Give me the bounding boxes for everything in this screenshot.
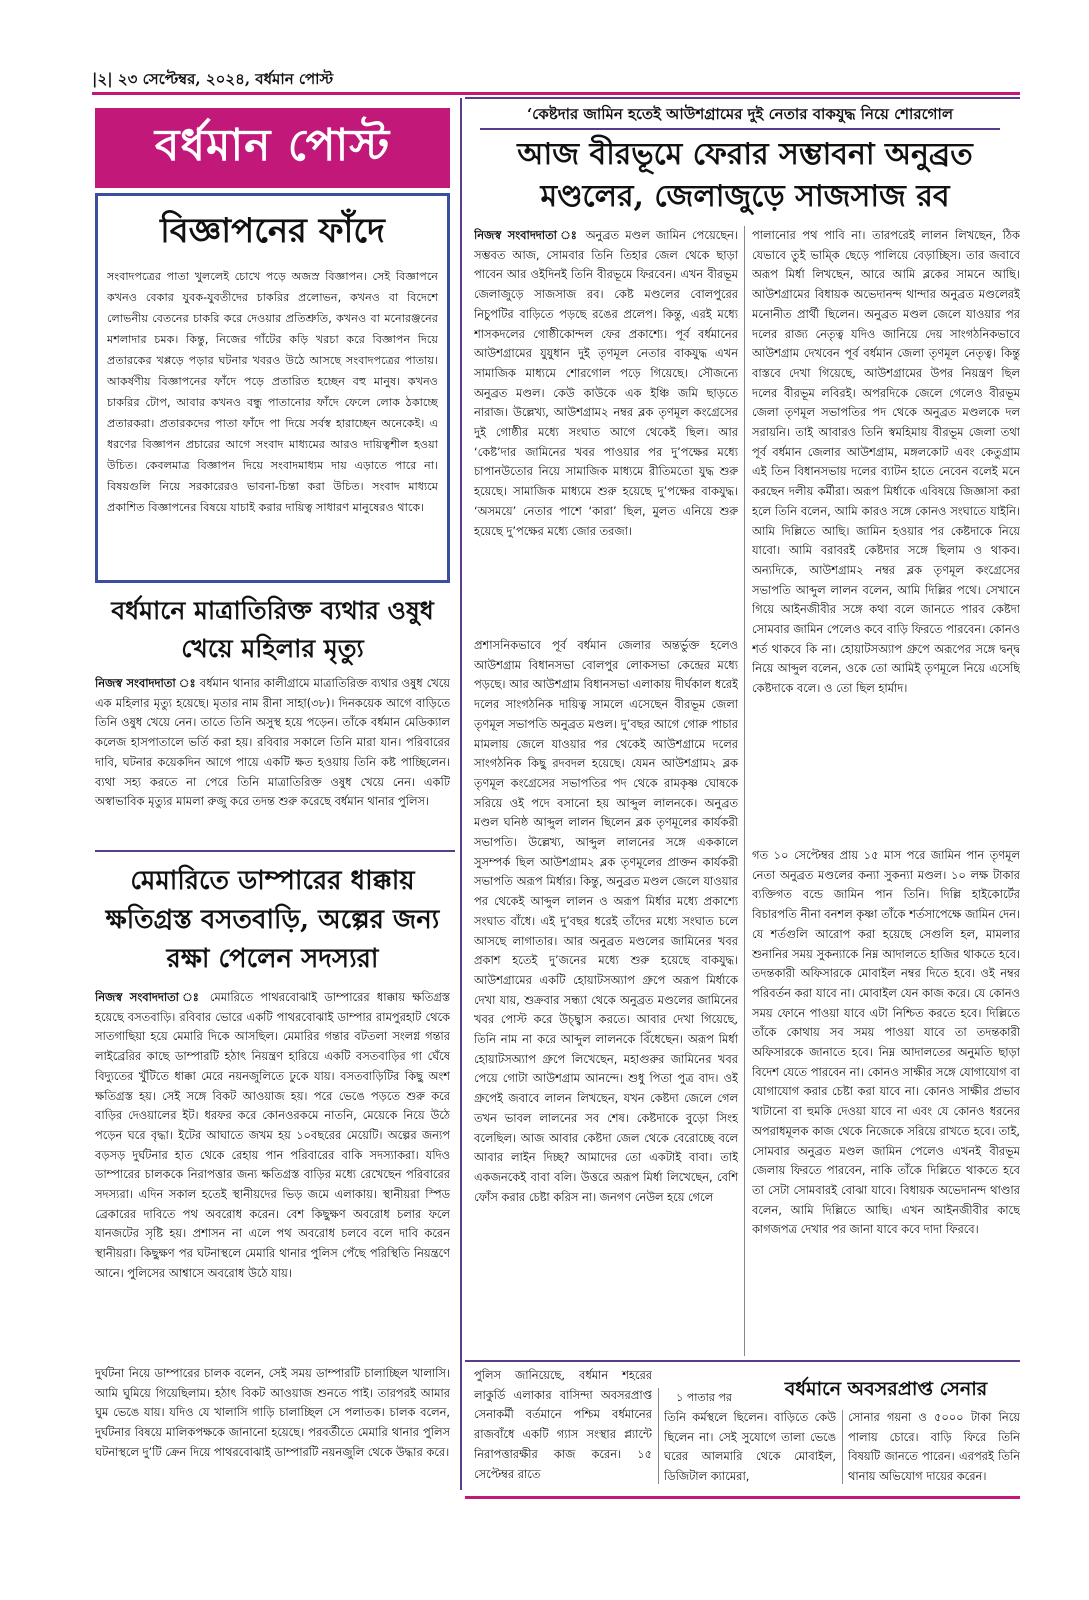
lead-col1-text: অনুব্রত মণ্ডল জামিন পেয়েছেন। সম্ভবত আজ, সোমবার তিনি তিহার জেল থেকে ছাড়া পাবেন আর ওইদিনই তিনি বীরভূমে ফিরবেন। এখন বীরভূম জেলাজুড়ে সাজসাজ রব। কেষ্ট মণ্ডলের বোলপুরের নিচুপটির বাড়িতে পড়ছে রঙের প্রলেপ। কিন্তু, এরই মধ্যে শাসকদলের গোষ্ঠীকোন্দল ফের প্রকাশ্যে। পূর্ব বর্ধমানের আউশগ্রামের যুযুধান দুই তৃণমূল নেতার বাকযুদ্ধ এখন সামাজিক মাধ্যমে শোরগোল পড়ে গিয়েছে। সৌজন্যে অনুব্রত মণ্ডল। কেউ কাউকে এক ইঞ্চি জমি ছাড়তে নারাজ। উল্লেখ্য, আউশগ্রাম২ নম্বর ব্লক তৃণমূল কংগ্রেসের দুই গোষ্ঠীর মধ্যে সংঘাত আগে থেকেই ছিল। আর ‘কেষ্ট’দার জামিনের খবর পাওয়ার পর দু’পক্ষের মধ্যে চাপানউতোর নিয়ে সামাজিক মাধ্যমে রীতিমতো যুদ্ধ শুরু হয়েছে। সামাজিক মাধ্যমে শুরু হয়েছে দু’পক্ষের বাকযুদ্ধ। ‘অসময়ে’ নেতার পাশে ‘কারা’ ছিল, মুলত এনিয়ে শুরু হয়েছে দু’পক্ষের মধ্যে জোর তরজা। xyxy=(474,228,738,538)
story-woman-headline-text: বর্ধমানে মাত্রাতিরিক্ত ব্যথার ওষুধ খেয়ে মহিলার মৃত্যু xyxy=(111,596,434,663)
editorial-title: বিজ্ঞাপনের ফাঁদে xyxy=(160,211,385,251)
rule-kicker-bottom xyxy=(480,128,1000,130)
rule-kicker-top xyxy=(465,97,1020,99)
rule-theft-1 xyxy=(658,1388,659,1484)
rule-left-column xyxy=(460,98,462,1490)
editorial-body: সংবাদপত্রের পাতা খুললেই চোখে পড়ে অজস্র বিজ্ঞাপন। সেই বিজ্ঞাপনে কখনও বেকার যুবক-যুবতীদের চাকরির প্রলোভন, কখনও বা বিদেশে লোভনীয় বেতনের চাকরি করে দেওয়ার প্রতিশ্রুতি, কখনও বা মনোরঞ্জনের মশলাদার চমক। কিন্তু, নিজের গাঁটের কড়ি খরচা করে বিজ্ঞাপন দিয়ে প্রতারকের খপ্পড়ে পড়ার ঘটনার খবরও উঠে আসছে সংবাদপত্রের পাতায়। আকর্ষণীয় বিজ্ঞাপনের ফাঁদে পড়ে প্রতারিত হচ্ছেন বহু মানুষ। কখনও চাকরির টোপ, আবার কখনও বন্ধু পাতানোর ফাঁদে ফেলে লোক ঠকাচ্ছে প্রতারকরা। প্রতারকদের পাতা ফাঁদে পা দিয়ে সর্বস্ব হারাচ্ছেন অনেকেই। এ ধরণের বিজ্ঞাপন প্রচারের আগে সংবাদ মাধ্যমের আরও দায়িত্বশীল হওয়া উচিত। কেবলমাত্র বিজ্ঞাপন দিয়ে সংবাদমাধ্যম দায় এড়াতে পারে না। বিষয়গুলি নিয়ে সরকারেরও ভাবনা-চিন্তা করা উচিত। সংবাদ মাধ্যমে প্রকাশিত বিজ্ঞাপনের বিষয়ে যাচাই করার দায়িত্ব সাধারণ মানুষেরও থাকে। xyxy=(107,270,438,514)
masthead-title: বর্ধমান পোস্ট xyxy=(154,119,391,171)
story-woman-headline xyxy=(95,592,450,670)
story-dumper-body xyxy=(95,988,450,1364)
lead-headline xyxy=(470,134,1020,218)
folio-rule xyxy=(92,92,1020,95)
theft-continued: ১ পাতার পর xyxy=(676,1391,732,1404)
editorial-box xyxy=(95,193,450,583)
lead-kicker: ‘কেষ্টদার জামিন হতেই আউশগ্রামের দুই নেতার বাকযুদ্ধ নিয়ে শোরগোল xyxy=(526,105,954,123)
story-dumper-text: মেমারিতে পাথরবোঝাই ডাম্পারের ধাক্কায় ক্ষতিগ্রস্ত হয়েছে বসতবাড়ি। রবিবার ভোরে একটি পাথরবোঝাই ডাম্পার রামপুরহাট থেকে সাতগাছিয়া হয়ে মেমারি দিকে আসছিল। মেমারির গন্তার বটতলা সংলগ্ন গন্তার লাইব্রেরির কাছে ডাম্পারটি হঠাৎ নিয়ন্ত্রণ হারিয়ে একটি বসতবাড়ির গা ঘেঁষে বিদ্যুতের খুঁটিতে ধাক্কা মেরে নয়নজুলিতে ঢুকে যায়। বসতবাড়িটির কিছু অংশ ক্ষতিগ্রস্ত হয়। সেই সঙ্গে বিকট আওয়াজ হয়। পরে ভেঙে পড়তে শুরু করে বাড়ির দেওয়ালের ইট। ধরফর করে কোনওরকমে নাতনি, মেয়েকে নিয়ে উঠে পড়েন ঘরে বৃদ্ধা। ইটের আঘাতে জখম হয় ১০বছরের মেয়েটি। অল্পের জন্যপ বড়সড় দুর্ঘটনার হাত থেকে রেহায় পান পরিবারের বাকি সদস্যাকরা। যদিও ডাম্পারের চালককে নিরাপত্তার জন্য ক্ষতিগ্রস্ত বাড়ির মধ্যে রেখেছেন পরিবারের সদস্যরা। এদিন সকাল হতেই স্থানীয়দের ভিড় জমে এলাকায়। স্থানীয়রা স্পিড ব্রেকারের দাবিতে পথ অবরোধ করেন। বেশ কিছুক্ষণ অবরোধ চলার ফলে যানজটের সৃষ্টি হয়। প্রশাসন না এলে পথ অবরোধ চলবে বলে দাবি করেন স্থানীয়রা। কিছুক্ষণ পর ঘটনাস্থলে মেমারি থানার পুলিস পেঁছে পরিস্থিতি নিয়ন্ত্রণে আনে। পুলিসের আশ্বাসে অবরোধ উঠে যায়। xyxy=(95,990,450,1280)
lead-col2b: গত ১০ সেপ্টেম্বর প্রায় ১৫ মাস পরে জামিন পান তৃণমূল নেতা অনুব্রত মণ্ডলের কন্যা সুকন্যা মণ্ডল। ১০ লক্ষ টাকার ব্যক্তিগত বন্ডে জামিন পান তিনি। দিল্লি হাইকোর্টের বিচারপতি নীনা বনশল কৃষ্ণা তাঁকে শর্তসাপেক্ষে জামিন দেন। যে শর্তগুলি আরোপ করা হয়েছে সেগুলি হল, মামলার শুনানির সময় সুকন্যাকে নিম্ন আদালতে হাজির থাকতে হবে। তদন্তকারী অফিসারকে মোবাইল নম্বর দিতে হবে। ওই নম্বর পরিবর্তন করা যাবে না। মোবাইল যেন কাজ করে। যে কোনও সময় ফোনে পাওয়া যাবে এটা নিশ্চিত করতে হবে। দিল্লিতে তাঁকে কোথায় সব সময় পাওয়া যাবে তা তদন্তকারী অফিসারকে জানাতে হবে। নিম্ন আদালতের অনুমতি ছাড়া বিদেশ যেতে পারবেন না। কোনও সাক্ষীর সঙ্গে যোগাযোগ বা যোগাযোগ করার চেষ্টা করা যাবে না। কোনও সাক্ষীর প্রভাব খাটানো বা হুমকি দেওয়া যাবে না এবং যে কোনও ধরনের অপরাধমূলক কাজ থেকে নিজেকে সরিয়ে রাখতে হবে। তাই, সোমবার অনুব্রত মণ্ডল জামিন পেলেও এখনই বীরভূম জেলায় ফিরতে পারবেন, নাকি তাঁকে দিল্লিতে থাকতে হবে তা সেটা সোমবারই বোঝা যাবে। বিধায়ক অভেদানন্দ থাণ্ডার বলেন, আমি দিল্লিতে আছি। এখন আইনজীবীর কাছে কাগজপত্র দেখার পর জানা যাবে কবে দাদা ফিরবে। xyxy=(752,848,1020,1237)
lead-byline: নিজস্ব সংবাদদাতা ঃ xyxy=(474,228,580,242)
page-folio: |২| ২৩ সেপ্টেম্বর, ২০২৪, বর্ধমান পোস্ট xyxy=(92,70,334,88)
lead-col2: পালানোর পথ পাবি না। তারপরেই লালন লিখছেন, ঠিক যেভাবে তুই ভাম্কি ছেড়ে পালিয়ে বেড়াচ্ছিস। তার জবাবে অরূপ মির্ধা লিখছেন, আরে আমি ব্লকের সামনে আছি। আউশগ্রামের বিধায়ক অভেদানন্দ থান্দার অনুব্রত মণ্ডলেরই মনোনীত প্রার্থী ছিলেন। অনুব্রত মণ্ডল জেলে যাওয়ার পর দলের রাজ্য নেতৃত্ব যদিও জানিয়ে দেয় সাংগঠনিকভাবে আউশগ্রাম দেখবেন পূর্ব বর্ধমান জেলা তৃণমূল নেতৃত্ব। কিন্তু বাস্তবে দেখা গিয়েছে, আউশগ্রামের উপর নিয়ন্ত্রণ ছিল দলের বীরভূম লবিরই। অপরদিকে জেলে গেলেও বীরভূম জেলা তৃণমূল সভাপতির পদ থেকে অনুব্রত মণ্ডলকে দল সরায়নি। তাই আবারও তিনি স্বমহিমায় বীরভূম জেলা তথা পূর্ব বর্ধমান জেলার আউশগ্রাম, মঙ্গলকোট এবং কেতুগ্রাম এই তিন বিধানসভায় দলের ব্যাটন হাতে নেবেন বলেই মনে করছেন দলীয় কর্মীরা। অরূপ মির্ধাকে এবিষয়ে জিজ্ঞাসা করা হলে তিনি বলেন, আমি কারও সঙ্গে কোনও সংঘাতে যাইনি। আমি দিল্লিতে আছি। জামিন হওয়ার পর কেষ্টদাকে নিয়ে যাবো। আমি বরাবরই কেষ্টদার সঙ্গে ছিলাম ও থাকব। অন্যদিকে, আউশগ্রাম২ নম্বর ব্লক তৃণমূল কংগ্রেসের সভাপতি আব্দুল লালন বলেন, আমি দিল্লির পথে। সেখানে গিয়ে আইনজীবীর সঙ্গে কথা বলে জানতে পারব কেষ্টদা সোমবার জামিন পেলেও কবে বাড়ি ফিরতে পারবেন। কোনও শর্ত থাকবে কি না। হোয়াটসঅ্যাপ গ্রুপে অরূপের সঙ্গে দ্বন্দ্ব নিয়ে আব্দুল বলেন, ওকে তো আমিই তৃণমূলে নিয়ে এসেছি কেষ্টদাকে বলে। ও তো ছিল হার্মাদ। xyxy=(752,228,1020,696)
rule-woman-bottom xyxy=(95,850,455,852)
story-dumper-byline: নিজস্ব সংবাদদাতা ঃ xyxy=(95,990,203,1004)
theft-col3: সোনার গয়না ও ৫০০০ টাকা নিয়ে পালায় চোরে। বাড়ি ফিরে তিনি বিষয়টি জানতে পারেন। এরপরই তিনি থানায় অভিযোগ দায়ের করেন। xyxy=(848,1410,1020,1484)
page-bottom-rule xyxy=(465,1496,1020,1499)
story-woman-byline: নিজস্ব সংবাদদাতা ঃ xyxy=(95,676,196,690)
story-woman-text: বর্ধমান থানার কালীগ্রামে মাত্রাতিরিক্ত ব্যথার ওষুধ খেয়ে এক মহিলার মৃত্যু হয়েছে। মৃতার নাম রীনা সাহা(৩৮)। দিনকয়েক আগে বাড়িতে তিনি ওষুধ খেয়ে নেন। তাতে তিনি অসুস্থ হয়ে পড়েন। তাঁকে বর্ধমান মেডিক্যাল কলেজ হাসপাতালে ভর্তি করা হয়। রবিবার সকালে তিনি মারা যান। পরিবারের দাবি, ঘটনার কয়েকদিন আগে পায়ে একটি ক্ষত হওয়ায় তিনি কষ্ট পাচ্ছিলেন। ব্যথা সহ্য করতে না পেরে তিনি মাত্রাতিরিক্ত ওষুধ খেয়ে নেন। একটি অস্বাভাবিক মৃত্যুর মামলা রুজু করে তদন্ত শুরু করেছে বর্ধমান থানার পুলিস। xyxy=(95,676,450,809)
story-dumper-body-2: দুর্ঘটনা নিয়ে ডাম্পারের চালক বলেন, সেই সময় ডাম্পারটি চালাচ্ছিল খালাসি। আমি ঘুমিয়ে গিয়েছিলাম। হঠাৎ বিকট আওয়াজ শুনতে পাই। তারপরই আমার ঘুম ভেঙে যায়। যদিও যে খালাসি গাড়ি চালাচ্ছিল সে পলাতক। চালক বলেন, দুর্ঘটনার বিষয়ে মালিকপক্ষকে জানানো হয়েছে। পরবর্তীতে মেমারি থানার পুলিস ঘটনাস্থলে দু’টি ক্রেন দিয়ে পাথরবোঝাই ডাম্পারটি নয়নজুলি থেকে উদ্ধার করে। xyxy=(95,1366,450,1459)
theft-col2: তিনি কর্মস্থলে ছিলেন। বাড়িতে কেউ ছিলেন না। সেই সুযোগে তালা ভেঙে ঘরের আলমারি থেকে মোবাইল, ডিজিটাল ক্যামেরা, xyxy=(664,1410,836,1484)
theft-headline: বর্ধমানে অবসরপ্রাপ্ত সেনার xyxy=(784,1378,988,1400)
masthead xyxy=(95,108,450,188)
story-woman-body xyxy=(95,674,450,840)
story-dumper-headline-text: মেমারিতে ডাম্পারের ধাক্কায় ক্ষতিগ্রস্ত বসতবাড়ি, অল্পের জন্য রক্ষা পেলেন সদস্যরা xyxy=(105,866,440,974)
rule-lead-column xyxy=(744,226,745,1356)
lead-headline-text: আজ বীরভূমে ফেরার সম্ভাবনা অনুব্রত মণ্ডলের, জেলাজুড়ে সাজসাজ রব xyxy=(517,137,973,214)
lead-col1 xyxy=(474,226,738,636)
lead-col1b: প্রশাসনিকভাবে পূর্ব বর্ধমান জেলার অন্তর্ভুক্ত হলেও আউশগ্রাম বিধানসভা বোলপুর লোকসভা কেন্দ্রের মধ্যে পড়ছে। আর আউশগ্রাম বিধানসভা এলাকায় দীর্ঘকাল ধরেই দলের সাংগঠনিক দায়িত্ব সামলে এসেছেন বীরভূম জেলা তৃণমূল সভাপতি অনুব্রত মণ্ডল। দু’বছর আগে গোরু পাচার মামলায় জেলে যাওয়ার পর থেকেই আউশগ্রামে দলের সাংগঠনিক কিছু রদবদল হয়েছে। যেমন আউশগ্রাম২ ব্লক তৃণমূল কংগ্রেসের সভাপতির পদ থেকে রামকৃষ্ণ ঘোষকে সরিয়ে ওই পদে বসানো হয় আব্দুল লালনকে। অনুব্রত মণ্ডল ঘনিষ্ঠ আব্দুল লালন ছিলেন ব্লক তৃণমূলের কার্যকরী সভাপতি। উল্লেখ্য, আব্দুল লালনের সঙ্গে এককালে সুসম্পর্ক ছিল আউশগ্রাম২ ব্লক তৃণমূলের প্রাক্তন কার্যকরী সভাপতি অরূপ মির্ধার। কিন্তু, অনুব্রত মণ্ডল জেলে যাওয়ার পর থেকেই আব্দুল লালন ও অরূপ মির্ধার মধ্যে প্রকাশ্যে সংঘাত বাঁধে। এই দু’বছর ধরেই তাঁদের মধ্যে সংঘাত চলে আসছে লাগাতার। আর অনুব্রত মণ্ডলের জামিনের খবর প্রকাশ হতেই দু’জনের মধ্যে শুরু হয়েছে বাকযুদ্ধ। আউশগ্রামের একটি হোয়াটসঅ্যাপ গ্রুপে অরূপ মির্ধাকে দেখা যায়, শুক্রবার সন্ধ্যা থেকে অনুব্রত মণ্ডলের জামিনের খবর পোস্ট করে উচ্ছ্বাস করতে। আবার দেখা গিয়েছে, তিনি নাম না করে আব্দুল লালনকে বিঁধেছেন। অরূপ মির্ধা হোয়াটসঅ্যাপ গ্রুপে লিখেছেন, মহাগুরুর জামিনের খবর পেয়ে গোটা আউশগ্রাম আনন্দে। শুধু পিতা পুত্র বাদ। ওই গ্রুপেই জবাবে লালন লিখছেন, যখন কেষ্টদা জেলে গেল তখন ভাবল লালনের সব শেষ। কেষ্টদাকে বুড়ো সিংহ বলেছিল। আজ আবার কেষ্টদা জেল থেকে বেরোচ্ছে বলে আবার লাইন দিচ্ছ? আমাদের তো একটাই বাবা। তাই একজনকেই বাবা বলি। উত্তরে অরূপ মির্ধা লিখেছেন, বেশি ফোঁস করার চেষ্টা করিস না। জনগণ নেউল হয়ে গেলে xyxy=(474,638,738,1204)
rule-lead-bottom xyxy=(465,1360,1020,1362)
story-dumper-headline xyxy=(95,862,450,982)
theft-col1: পুলিস জানিয়েছে, বর্ধমান শহরের লাকুর্ডি এলাকার বাসিন্দা অবসরপ্রাপ্ত সেনাকর্মী বর্তমানে পশ্চিম বর্ধমানের রাজবাঁধে একটি গ্যাস সংস্থার প্ল্যান্টে নিরাপত্তারক্ষীর কাজ করেন। ১৫ সেপ্টেম্বর রাতে xyxy=(474,1368,652,1481)
rule-theft-2 xyxy=(842,1410,843,1484)
